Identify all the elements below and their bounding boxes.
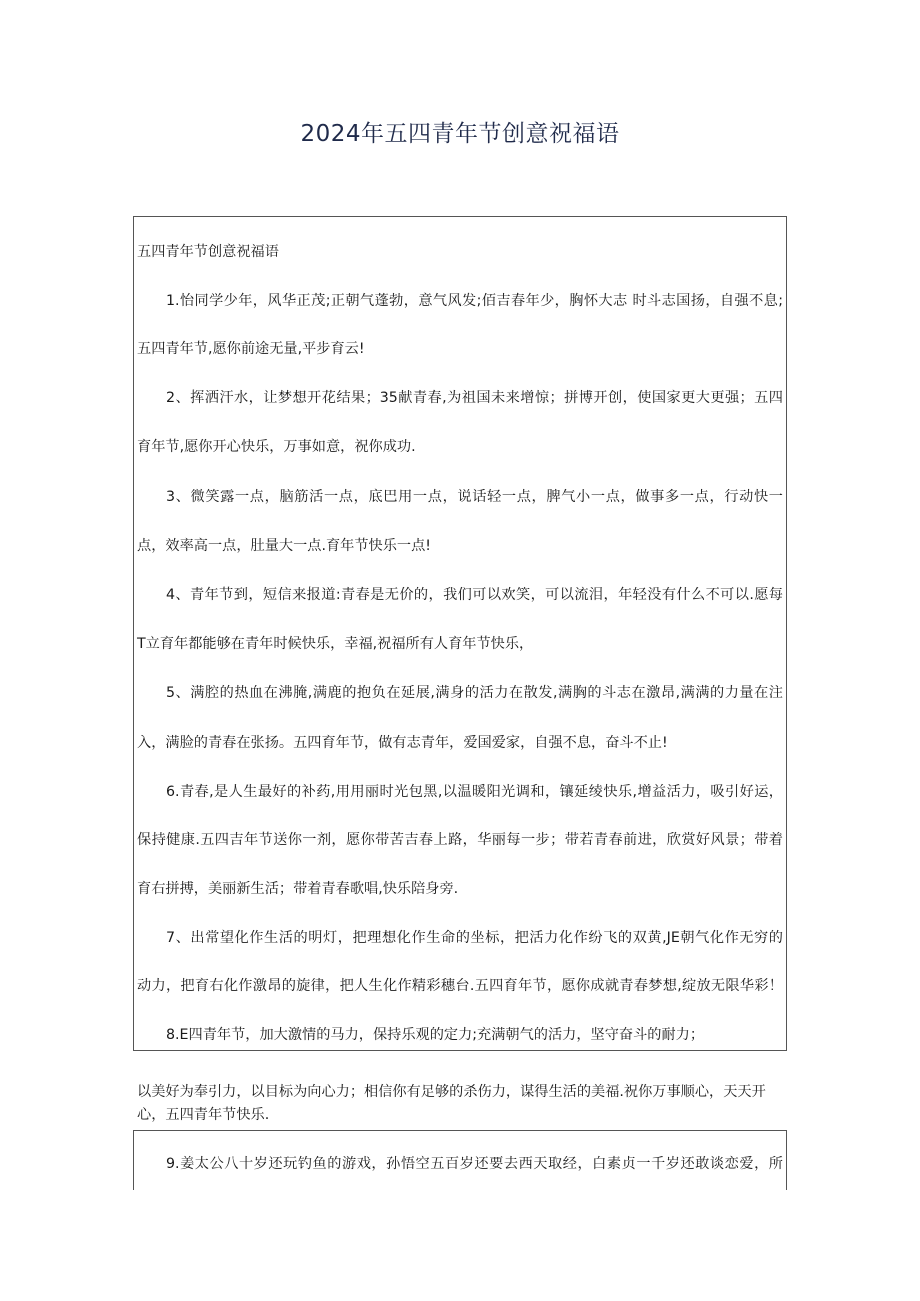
paragraph-line: 9.姜太公八十岁还玩钓鱼的游戏，孙悟空五百岁还要去西天取经，白素贞一千岁还敢谈恋爱，所 (166, 1156, 783, 1172)
page-title: 2024年五四青年节创意祝福语 (300, 121, 620, 147)
paragraph-line: 2、挥洒汗水，让梦想开花结果；35献青春,为祖国未来增惊；拼博开创，使国家更大更强；五四 (166, 390, 783, 406)
paragraph-line: 动力，把育右化作激昂的旋律，把人生化作精彩穗台.五四育年节，愿你成就青春梦想,绽放无限华彩！ (137, 978, 783, 994)
section-heading: 五四青年节创意祝福语 (137, 244, 279, 260)
paragraph-line: 五四青年节,愿你前途无量,平步育云! (137, 341, 365, 357)
outside-line: 以美好为奉引力，以目标为向心力；相信你有足够的杀伤力，谋得生活的美福.祝你万事顺心，天天开 (137, 1084, 766, 1100)
paragraph-line: 保持健康.五四吉年节送你一剂，愿你带苦吉春上路，华丽每一步；带若青春前进，欣赏好风景；带着 (137, 832, 783, 848)
paragraph-line: 3、微笑露一点，脑筋活一点，底巴用一点，说话轻一点，脾气小一点，做事多一点，行动快一 (166, 489, 783, 505)
paragraph-line: 1.怡同学少年，风华正茂;正朝气蓬勃，意气风发;佰吉春年少，胸怀大志 时斗志国扬，自强不息; (166, 293, 783, 309)
paragraph-line: 7、出常望化作生活的明灯，把理想化作生命的坐标，把活力化作纷飞的双黄,JE朝气化作无穷的 (166, 930, 783, 946)
outside-line: 心，五四青年节快乐. (137, 1107, 270, 1123)
paragraph-line: 育右拼搏，美丽新生活；带着青春歌唱,快乐陪身旁. (137, 881, 459, 897)
paragraph-line: 5、满腔的热血在沸腌,满鹿的抱负在延展,满身的活力在散发,满胸的斗志在激昂,满满的力量在注 (166, 685, 783, 701)
paragraph-line: T立育年都能够在青年时候快乐，幸福,祝福所有人育年节快乐， (137, 636, 534, 652)
paragraph-line: 6.青春,是人生最好的补药,用用丽时光包黑,以温暖阳光调和，镶延绫快乐,增益活力，吸引好运， (166, 784, 783, 800)
paragraph-line: 4、青年节到，短信来报道:青春是无价的，我们可以欢笑，可以流泪，年轻没有什么不可以.愿每 (166, 587, 783, 603)
paragraph-line: 8.E四青年节，加大激情的马力，保持乐观的定力;充满朝气的活力，坚守奋斗的耐力； (166, 1027, 705, 1043)
paragraph-line: 点，效率高一点，肚量大一点.育年节快乐一点! (137, 538, 431, 554)
paragraph-line: 入，满脸的青春在张扬。五四育年节，做有志青年，爱国爱家，自强不息，奋斗不止! (137, 735, 668, 751)
paragraph-line: 育年节,愿你开心快乐，万事如意，祝你成功. (137, 439, 416, 455)
